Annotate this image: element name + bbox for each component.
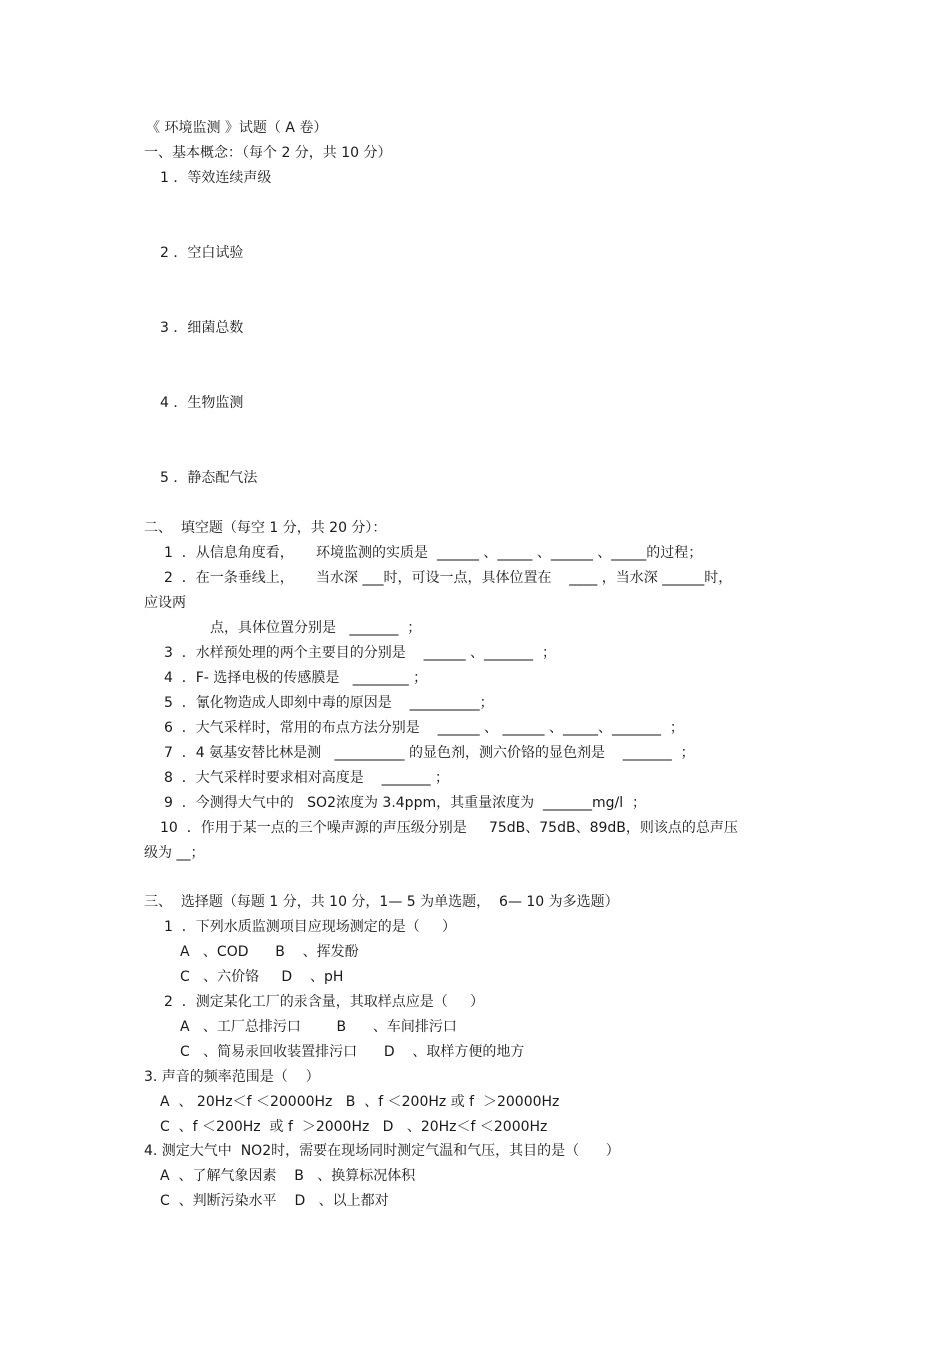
choice-q4-options-cd: C 、判断污染水平 D 、以上都对 xyxy=(160,1193,389,1209)
choice-q4-options-ab: A 、了解气象因素 B 、换算标况体积 xyxy=(160,1168,416,1184)
fill-line-3: 3 ．水样预处理的两个主要目的分别是 ______ 、_______ ； xyxy=(164,645,556,661)
fill-line-10: 10 ．作用于某一点的三个噪声源的声压级分别是 75dB、75dB、89dB，则该点的总声压 xyxy=(160,820,738,836)
section3-heading: 三、 选择题（每题 1 分，共 10 分，1— 5 为单选题， 6— 10 为多选题） xyxy=(144,894,619,910)
concept-item-1: 1 ．等效连续声级 xyxy=(160,170,272,186)
fill-line-2-cont: 应设两 xyxy=(144,595,186,611)
choice-q2-options-cd: C 、简易汞回收装置排污口 D 、取样方便的地方 xyxy=(180,1044,525,1060)
fill-line-7: 7 ．4 氨基安替比林是测 __________ 的显色剂，测六价铬的显色剂是 _______ ； xyxy=(164,745,695,761)
section2-heading: 二、 填空题（每空 1 分，共 20 分）： xyxy=(144,520,387,536)
section1-heading: 一、基本概念：（每个 2 分，共 10 分） xyxy=(144,145,392,161)
choice-q4: 4. 测定大气中 NO2时，需要在现场同时测定气温和气压，其目的是（ ） xyxy=(144,1143,620,1159)
fill-line-2-cont2: 点，具体位置分别是 _______ ； xyxy=(210,620,422,636)
concept-item-4: 4 ．生物监测 xyxy=(160,395,244,411)
choice-q2-options-ab: A 、工厂总排污口 B 、车间排污口 xyxy=(180,1019,457,1035)
fill-line-8: 8 ．大气采样时要求相对高度是 _______ ； xyxy=(164,770,450,786)
fill-line-5: 5 ．氰化物造成人即刻中毒的原因是 __________； xyxy=(164,695,494,711)
concept-item-2: 2 ．空白试验 xyxy=(160,245,244,261)
concept-item-3: 3 ．细菌总数 xyxy=(160,320,244,336)
exam-title: 《 环境监测 》试题（ A 卷） xyxy=(146,120,328,136)
choice-q3-options-ab: A 、 20Hz＜f ＜20000Hz B 、f ＜200Hz 或 f ＞20000Hz xyxy=(160,1094,560,1110)
choice-q2: 2 ．测定某化工厂的汞含量，其取样点应是（ ） xyxy=(164,994,485,1010)
fill-line-9: 9 ．今测得大气中的 SO2浓度为 3.4ppm，其重量浓度为 _______mg/l ； xyxy=(164,795,647,811)
concept-item-5: 5 ．静态配气法 xyxy=(160,470,258,486)
fill-line-2: 2 ．在一条垂线上， 当水深 ___时，可设一点，具体位置在 ____ ，当水深 ______时， xyxy=(164,570,733,586)
fill-line-1: 1 ．从信息角度看， 环境监测的实质是 ______ 、_____ 、______ 、_____的过程； xyxy=(164,545,703,561)
choice-q1-options-cd: C 、六价铬 D 、pH xyxy=(180,969,344,985)
choice-q1-options-ab: A 、COD B 、挥发酚 xyxy=(180,944,359,960)
choice-q1: 1 ．下列水质监测项目应现场测定的是（ ） xyxy=(164,919,457,935)
choice-q3: 3. 声音的频率范围是（ ） xyxy=(144,1069,320,1085)
fill-line-4: 4 ．F- 选择电极的传感膜是 ________ ； xyxy=(164,670,428,686)
choice-q3-options-cd: C 、f ＜200Hz 或 f ＞2000Hz D 、20Hz＜f ＜2000Hz xyxy=(160,1119,548,1135)
fill-line-6: 6 ．大气采样时，常用的布点方法分别是 ______ 、 ______ 、_____、_______ ； xyxy=(164,720,684,736)
fill-line-10-cont: 级为 __； xyxy=(144,845,205,861)
